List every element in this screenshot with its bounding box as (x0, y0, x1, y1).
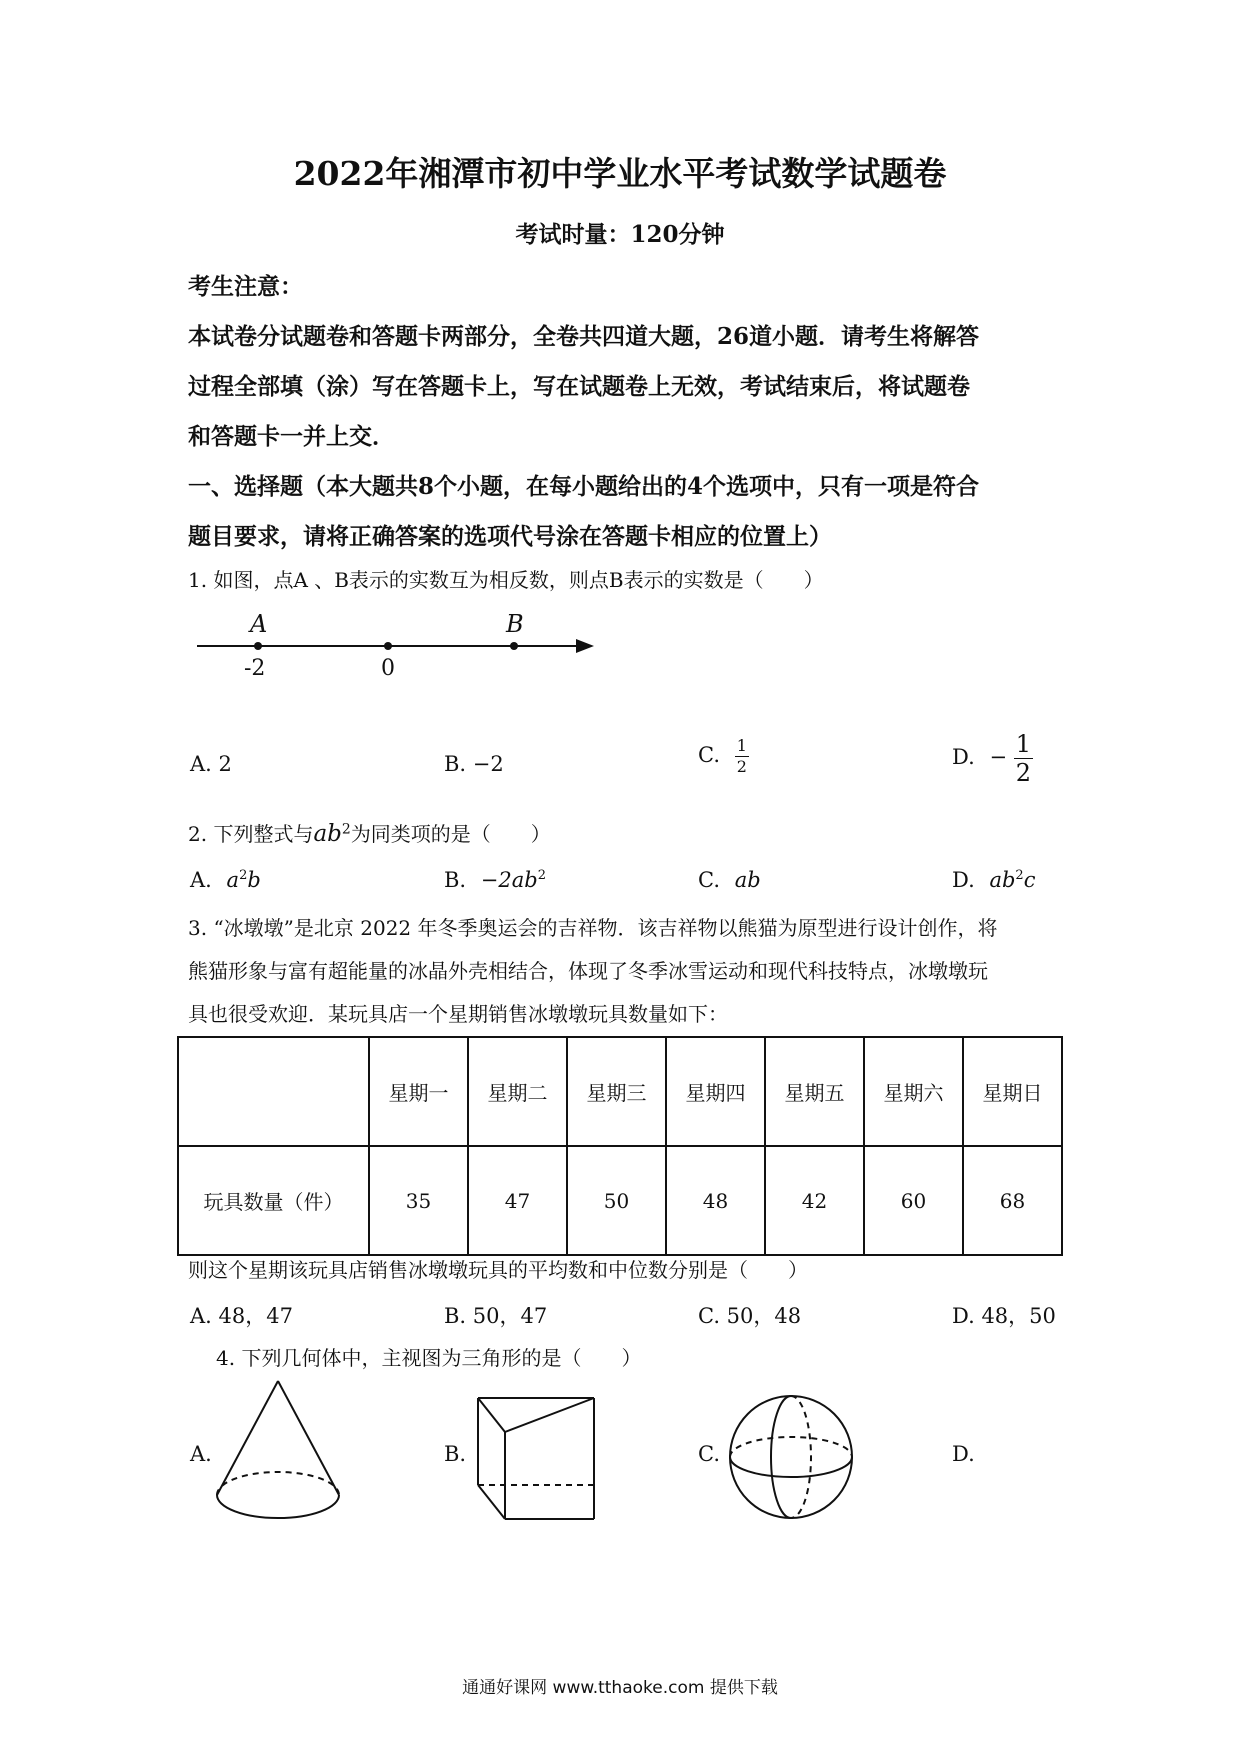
q4-option-b: B. (444, 1442, 467, 1466)
q1-option-c-letter: C. (698, 743, 720, 767)
table-cell: 68 (963, 1146, 1062, 1255)
triangular-prism-figure (478, 1398, 594, 1519)
page-footer: 通通好课网 www.tthaoke.com 提供下载 (462, 1678, 778, 1698)
q1-option-a: A. 2 (190, 752, 232, 776)
fraction-numerator: 1 (1015, 730, 1032, 758)
section-heading: 一、选择题（本大题共8个小题，在每小题给出的4个选项中，只有一项是符合 (188, 473, 980, 500)
option-exponent: 2 (537, 868, 546, 883)
fraction-denominator: 2 (1015, 759, 1032, 787)
option-expr: b (247, 868, 261, 892)
q4-option-c: C. (698, 1442, 720, 1466)
question-3-line: 熊猫形象与富有超能量的冰晶外壳相结合，体现了冬季冰雪运动和现代科技特点，冰墩墩玩 (188, 959, 988, 983)
q3-option-b: B. 50，47 (444, 1304, 548, 1328)
question-1-text: 1. 如图，点A 、B表示的实数互为相反数，则点B表示的实数是（ ） (188, 568, 824, 592)
table-cell: 35 (369, 1146, 468, 1255)
table-cell: 48 (666, 1146, 765, 1255)
question-2-suffix: 为同类项的是（ ） (350, 822, 551, 846)
table-header-cell: 星期一 (369, 1037, 468, 1146)
q1-option-b: B. −2 (444, 752, 504, 776)
q4-option-d: D. (952, 1442, 975, 1466)
table-header-cell: 星期五 (765, 1037, 864, 1146)
option-expr: ab (734, 868, 761, 892)
cone-figure (217, 1381, 339, 1518)
option-letter: A. (190, 868, 212, 892)
question-4-text: 4. 下列几何体中，主视图为三角形的是（ ） (216, 1346, 642, 1370)
q3-option-d: D. 48，50 (952, 1304, 1056, 1328)
table-header-cell: 星期日 (963, 1037, 1062, 1146)
notice-line: 过程全部填（涂）写在答题卡上，写在试题卷上无效，考试结束后，将试题卷 (188, 373, 970, 400)
number-line-tick-a: -2 (244, 656, 266, 681)
option-exponent: 2 (239, 868, 248, 883)
number-line-tick-origin: 0 (381, 656, 395, 681)
sphere-figure (730, 1396, 852, 1518)
option-expr: c (1023, 868, 1036, 892)
option-expr: a (226, 868, 240, 892)
question-2-prefix: 2. 下列整式与 (188, 822, 314, 846)
option-letter: C. (698, 868, 720, 892)
table-header-cell: 星期六 (864, 1037, 963, 1146)
number-line-label-b: B (506, 610, 524, 638)
table-header-cell: 星期二 (468, 1037, 567, 1146)
exam-title: 2022年湘潭市初中学业水平考试数学试题卷 (293, 154, 947, 193)
question-2-exponent: 2 (341, 821, 351, 838)
section-heading: 题目要求，请将正确答案的选项代号涂在答题卡相应的位置上） (188, 523, 832, 550)
table-cell: 42 (765, 1146, 864, 1255)
notice-line: 和答题卡一并上交． (188, 423, 395, 450)
table-cell: 60 (864, 1146, 963, 1255)
q1-option-d-sign: − (989, 745, 1008, 769)
table-header-cell: 星期三 (567, 1037, 666, 1146)
notice-line: 本试卷分试题卷和答题卡两部分，全卷共四道大题，26道小题．请考生将解答 (188, 323, 980, 350)
q4-option-a: A. (190, 1442, 212, 1466)
option-letter: B. (444, 868, 467, 892)
exam-time: 考试时量：120分钟 (515, 221, 725, 248)
question-2-expr: ab (313, 821, 342, 847)
q3-option-c: C. 50，48 (698, 1304, 802, 1328)
question-3-line: 具也很受欢迎．某玩具店一个星期销售冰墩墩玩具数量如下： (188, 1002, 728, 1026)
option-exponent: 2 (1015, 868, 1024, 883)
fraction-numerator: 1 (736, 736, 747, 755)
notice-heading: 考生注意： (188, 273, 303, 300)
number-line-label-a: A (250, 610, 268, 638)
fraction-denominator: 2 (736, 757, 747, 776)
question-3-line: 3. “冰墩墩”是北京 2022 年冬季奥运会的吉祥物．该吉祥物以熊猫为原型进行设计创作，将 (188, 916, 998, 940)
option-expr: ab (989, 868, 1016, 892)
option-letter: D. (952, 868, 975, 892)
table-cell: 50 (567, 1146, 666, 1255)
question-3-ask: 则这个星期该玩具店销售冰墩墩玩具的平均数和中位数分别是（ ） (188, 1258, 808, 1282)
q1-option-d-letter: D. (952, 745, 975, 769)
q3-option-a: A. 48，47 (190, 1304, 293, 1328)
table-header-cell: 星期四 (666, 1037, 765, 1146)
table-cell: 47 (468, 1146, 567, 1255)
table-row-label: 玩具数量（件） (178, 1146, 369, 1255)
option-expr: −2ab (480, 868, 538, 892)
